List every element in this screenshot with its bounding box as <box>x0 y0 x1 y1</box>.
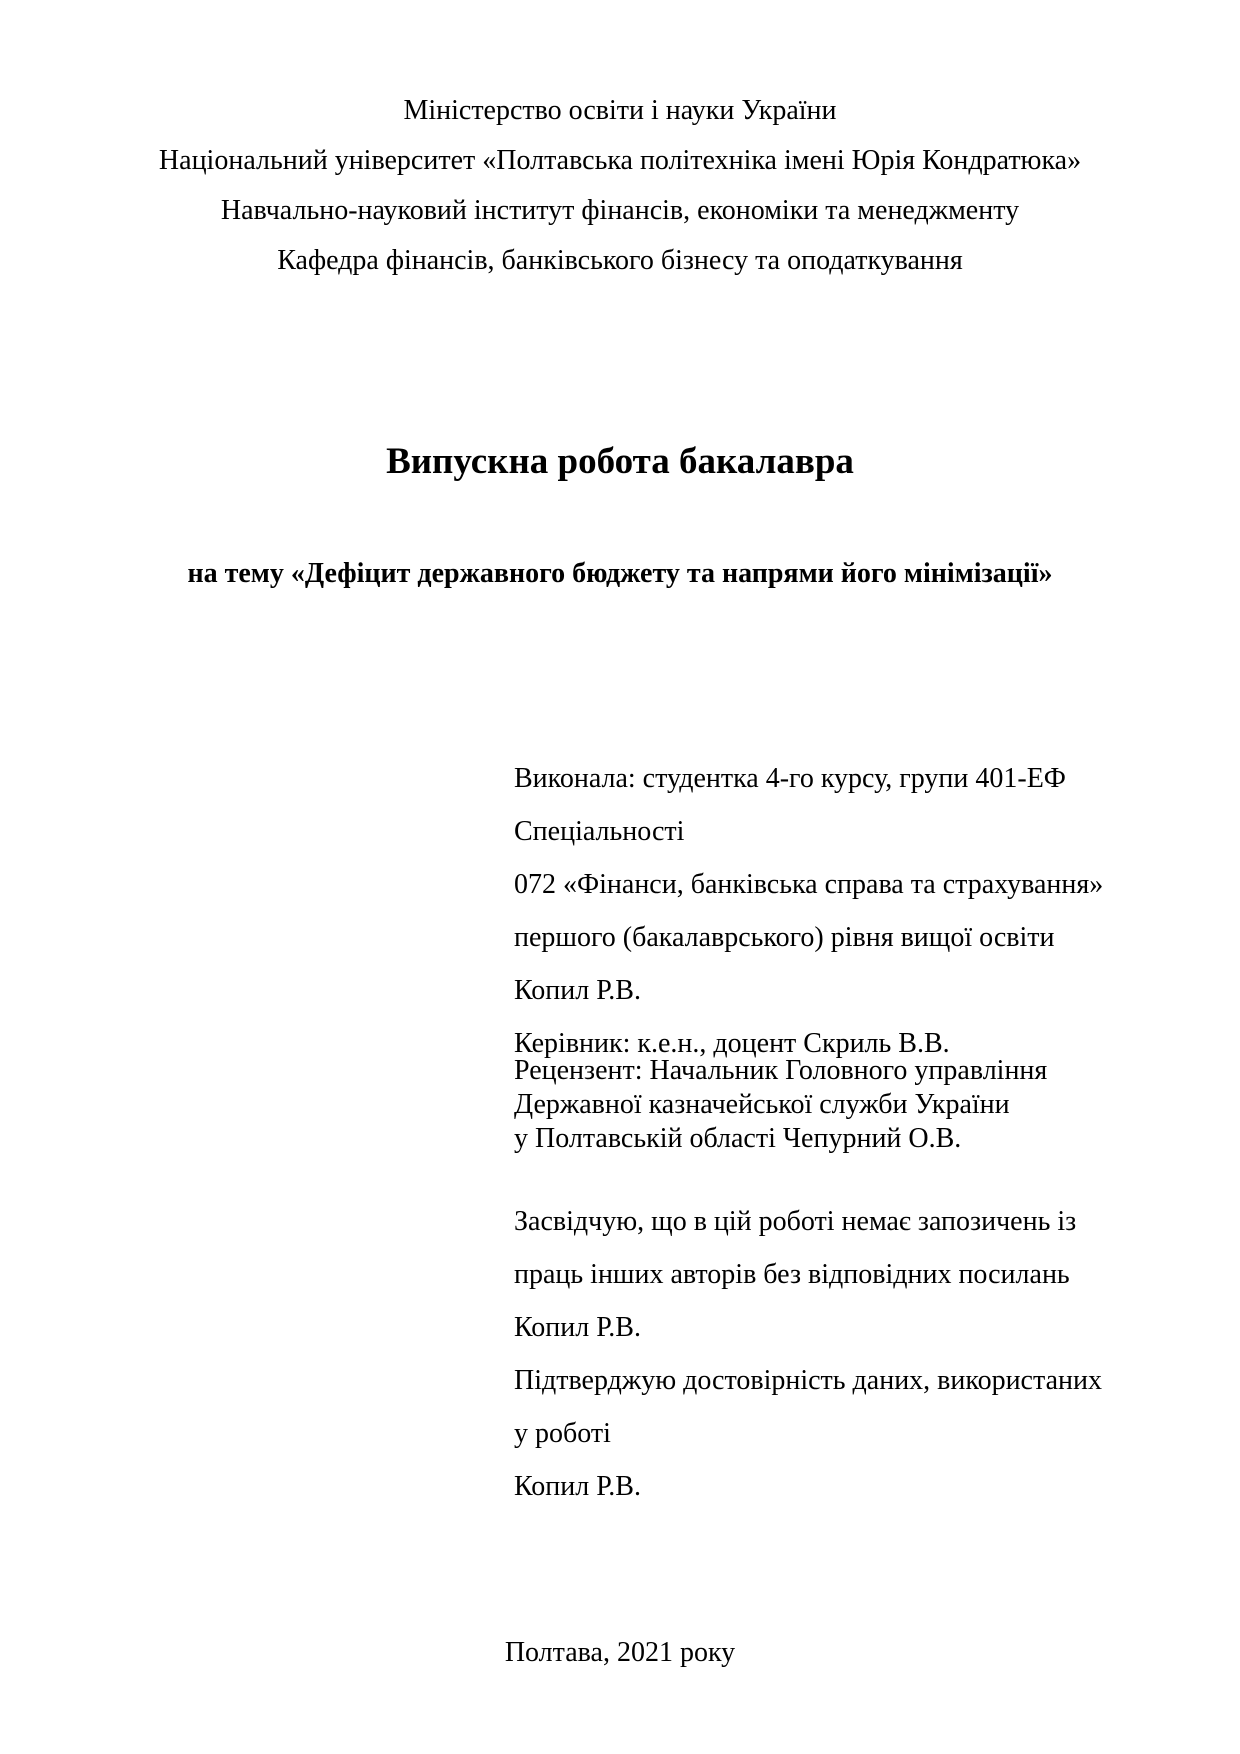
education-level-line: першого (бакалаврського) рівня вищої освіти <box>514 922 1055 953</box>
work-topic: на тему «Дефіцит державного бюджету та напрями його мінімізації» <box>187 558 1053 589</box>
reviewer-line-1: Рецензент: Начальник Головного управління <box>514 1055 1048 1086</box>
performed-by-line: Виконала: студентка 4-го курсу, групи 401-ЕФ <box>514 763 1066 794</box>
ministry-line: Міністерство освіти і науки України <box>403 95 837 126</box>
reviewer-line-3: у Полтавській області Чепурний О.В. <box>514 1123 962 1154</box>
confirmation-line-1: Підтверджую достовірність даних, використаних <box>514 1365 1102 1396</box>
institution-header <box>0 86 1240 286</box>
specialty-name-line: 072 «Фінанси, банківська справа та страхування» <box>514 869 1104 900</box>
author-name-line: Копил Р.В. <box>514 975 641 1006</box>
reviewer-block <box>514 1054 1134 1156</box>
city-year-footer: Полтава, 2021 року <box>504 1637 736 1668</box>
supervisor-line: Керівник: к.е.н., доцент Скриль В.В. <box>514 1028 950 1059</box>
confirmation-line-2: у роботі <box>514 1418 611 1449</box>
specialty-label-line: Спеціальності <box>514 816 685 847</box>
declaration-line-1: Засвідчую, що в цій роботі немає запозичень із <box>514 1206 1077 1237</box>
author-info-block <box>514 752 1134 1070</box>
declaration-signature-1: Копил Р.В. <box>514 1312 641 1343</box>
declaration-line-2: праць інших авторів без відповідних посилань <box>514 1259 1070 1290</box>
declaration-block <box>514 1195 1134 1513</box>
reviewer-line-2: Державної казначейської служби України <box>514 1089 1010 1120</box>
university-line: Національний університет «Полтавська політехніка імені Юрія Кондратюка» <box>158 145 1082 176</box>
institute-line: Навчально-науковий інститут фінансів, економіки та менеджменту <box>220 195 1020 226</box>
department-line: Кафедра фінансів, банківського бізнесу та оподаткування <box>277 245 963 276</box>
declaration-signature-2: Копил Р.В. <box>514 1471 641 1502</box>
work-title: Випускна робота бакалавра <box>386 441 854 482</box>
